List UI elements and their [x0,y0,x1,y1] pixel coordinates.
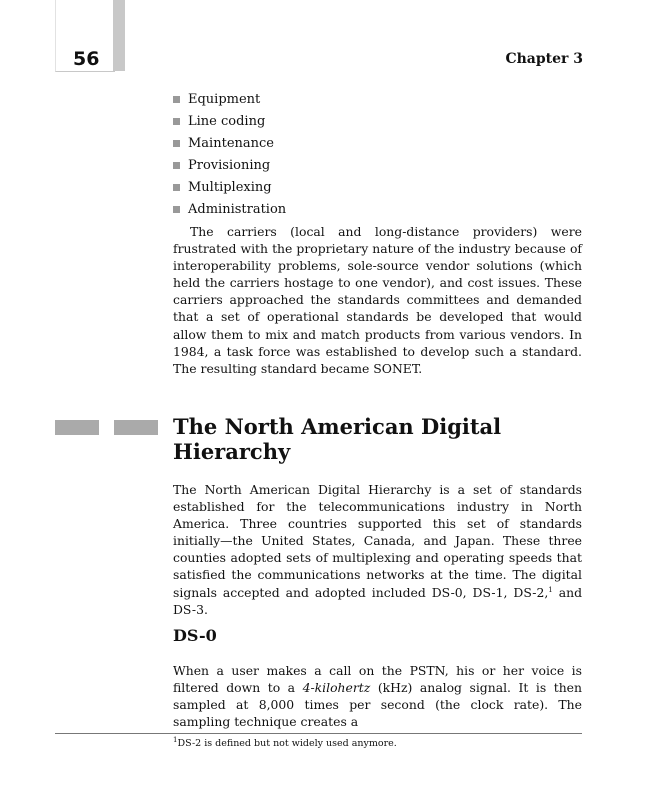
body-paragraph: The carriers (local and long-distance providers) were frustrated with the proprietary nature of the industry because of interoperability problems, sole-source vendor solutions (which held the carriers hostage to one vendor), and cost issues. These carriers approached the standards committees and demanded that a set of operational standards be developed that would allow them to mix and match products from various vendors. In 1984, a task force was established to develop such a standard. The resulting standard became SONET. [173,224,582,376]
heading-marker-bar [55,420,99,435]
list-item-text: Provisioning [188,157,271,173]
subsection-heading: DS-0 [173,626,217,645]
list-item-text: Multiplexing [188,179,272,195]
list-item [173,154,286,176]
list-item-text: Line coding [188,113,266,129]
list-item-text: Administration [188,201,287,217]
list-item [173,110,286,132]
paragraph-text: (kHz) analog signal. It is then sampled at 8,000 times per second (the clock rate). The sampling technique creates a [173,680,582,730]
body-paragraph [173,662,582,730]
list-item-text: Equipment [188,91,261,107]
square-bullet-icon [173,118,180,125]
square-bullet-icon [173,184,180,191]
page-tab-decoration [113,0,125,71]
page-number: 56 [73,48,100,70]
list-item [173,132,286,154]
bullet-list [173,88,286,220]
footnote-reference: 1 [548,585,553,594]
body-paragraph [173,481,582,618]
section-heading: The North American Digital Hierarchy [173,414,502,464]
footnote-marker: 1 [173,735,178,744]
paragraph-text: and DS-3. [173,584,582,617]
square-bullet-icon [173,206,180,213]
chapter-label: Chapter 3 [505,51,583,67]
list-item [173,176,286,198]
footnote [173,735,397,749]
paragraph-text: When a user makes a call on the PSTN, his or her voice is filtered down to a [173,663,582,696]
heading-marker-bar [114,420,158,435]
list-item [173,198,286,220]
square-bullet-icon [173,140,180,147]
footnote-divider [55,733,582,734]
list-item [173,88,286,110]
square-bullet-icon [173,162,180,169]
paragraph-text: The North American Digital Hierarchy is a set of standards established for the telecommunications industry in North America. Three countries supported this set of standards initially—the United States, Canada, and Japan. These three counties adopted sets of multiplexing and operating speeds that satisfied the communications networks at the time. The digital signals accepted and adopted included DS-0, DS-1, DS-2, [173,482,582,600]
list-item-text: Maintenance [188,135,274,151]
square-bullet-icon [173,96,180,103]
italic-term: 4-kilohertz [302,680,371,696]
footnote-text: DS-2 is defined but not widely used anymore. [177,738,397,749]
